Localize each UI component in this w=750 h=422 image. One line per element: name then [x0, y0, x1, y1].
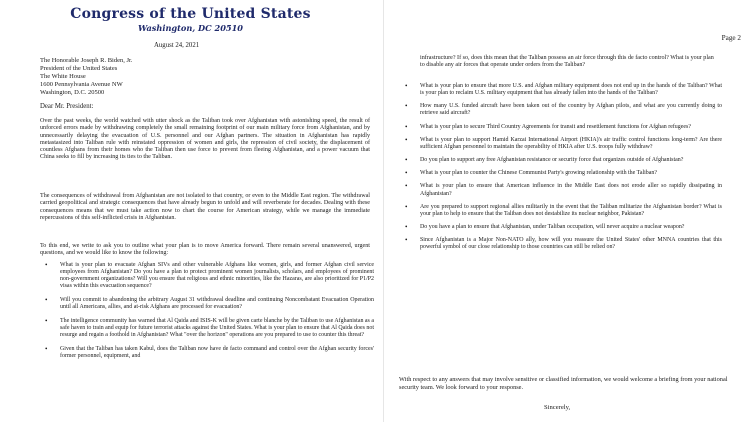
letterhead-title: Congress of the United States [70, 6, 311, 22]
list-item [400, 124, 722, 131]
question-text: What is your plan to counter the Chinese Communist Party's growing relationship with the Taliban? [420, 170, 658, 177]
question-text: What is your plan to evacuate Afghan SIVs and other vulnerable Afghans like women, girls, and former Afghan civil service employees from Afghanistan? Do you have a plan to protect prominent women journalists, scholars, and employees of prominent non-government organizations? Will you ensure that religious and ethnic minorities, like the Hazaras, are also prioritized for P1/P2 visas within this evacuation sequence? [60, 262, 374, 290]
question-text: What is your plan to ensure that more U.S. and Afghan military equipment does not end up in the hands of the Taliban? What is your plan to reclaim U.S. military equipment that has already fallen into the hands of the Taliban? [420, 83, 722, 97]
address-line: The White House [40, 72, 86, 80]
question-text: The intelligence community has warned that Al Qaida and ISIS-K will be given carte blanche by the Taliban to use Afghanistan as a safe haven to train and equip for future terrorist attacks against the United States. What is your plan to ensure that Al Qaida does not resurge and regain a foothold in Afghanistan? What "over the horizon" operations are you prepared to use to counter this threat? [60, 317, 374, 338]
bullet-icon: • [405, 236, 408, 245]
list-item [400, 170, 722, 177]
page-number: Page 2 [721, 34, 741, 42]
body-paragraph: Over the past weeks, the world watched with utter shock as the Taliban took over Afghanistan with astonishing speed, the result of unforced errors made by withdrawing completely the small remaining footprint of our main military force from Afghanistan, and by unnecessarily delaying the evacuation of U.S. personnel and our Afghan partners. The situation in Afghanistan has rapidly metastasized into Taliban rule with reinstated oppression of women and girls, the repression of civil society, the displacement of countless Afghans from their homes who the Taliban then use force to prevent from fleeing Afghanistan, and a power vacuum that China seeks to fill by increasing its ties to the Taliban. [40, 118, 370, 161]
address-line: Washington, D.C. 20500 [40, 88, 105, 96]
bullet-icon: • [45, 261, 48, 269]
question-text: Are you prepared to support regional allies militarily in the event that the Taliban militarize the Afghanistan border? What is your plan to help to ensure that the Taliban does not destabilize its nuclear neighbor, Pakistan? [420, 203, 722, 217]
question-list [400, 83, 722, 257]
letterhead-subtitle: Washington, DC 20510 [138, 23, 243, 33]
list-item [400, 137, 722, 151]
address-line: 1600 Pennsylvania Avenue NW [40, 80, 123, 88]
bullet-icon: • [45, 344, 48, 353]
question-text: Since Afghanistan is a Major Non-NATO ally, how will you reassure the United States' other MNNA countries that this powerful symbol of our close relationship to those countries can still be relied on? [420, 237, 722, 251]
question-text: Do you plan to support any free Afghanistan resistance or security force that organizes outside of Afghanistan? [420, 157, 684, 164]
address-line: President of the United States [40, 64, 118, 72]
bullet-icon: • [45, 295, 48, 304]
bullet-icon: • [405, 122, 408, 131]
list-item [400, 157, 722, 164]
list-item [40, 262, 374, 290]
question-text: Given that the Taliban has taken Kabul, does the Taliban now have de facto command and control over the Afghan security forces' former personnel, equipment, and [60, 345, 374, 359]
question-list [40, 262, 374, 366]
bullet-icon: • [405, 82, 408, 90]
salutation: Dear Mr. President: [40, 103, 94, 110]
list-item [400, 183, 722, 197]
list-item [400, 224, 722, 231]
closing-paragraph: With respect to any answers that may involve sensitive or classified information, we would welcome a briefing from your national security team. We look forward to your response. [399, 376, 728, 391]
bullet-icon: • [405, 182, 408, 191]
bullet-icon: • [405, 135, 408, 144]
question-text: What is your plan to secure Third Country Agreements for transit and resettlement functions for Afghan refugees? [420, 123, 691, 130]
bullet-icon: • [405, 169, 408, 178]
list-item [40, 346, 374, 360]
bullet-icon: • [405, 102, 408, 111]
list-item [40, 318, 374, 339]
recipient-address [40, 57, 240, 97]
list-item [40, 297, 374, 311]
letter-page-2 [383, 0, 750, 422]
question-text: Will you commit to abandoning the arbitrary August 31 withdrawal deadline and continuing Noncombatant Evacuation Operation until all Americans, allies, and at-risk Afghans are processed for evacuation? [60, 296, 374, 311]
list-item [400, 83, 722, 97]
bullet-icon: • [45, 316, 48, 325]
question-text: How many U.S. funded aircraft have been taken out of the country by Afghan pilots, and what are you currently doing to retrieve said aircraft? [420, 103, 722, 117]
bullet-icon: • [405, 202, 408, 211]
question-text: What is your plan to support Hamid Karzai International Airport (HKIA)'s air traffic control functions long-term? Are there sufficient Afghan personnel to maintain the operability of HKIA after U.S. troops fully withdraw? [420, 136, 722, 150]
continued-text: infrastructure? If so, does this mean that the Taliban possess an air force through this de facto control? What is your plan to disable any air forces that operate under orders from the Taliban? [420, 55, 714, 69]
body-paragraph: To this end, we write to ask you to outline what your plan is to move America forward. There remain several unanswered, urgent questions, and we would like to know the following: [40, 243, 370, 257]
question-text: What is your plan to ensure that American influence in the Middle East does not erode aller so rapidly dissipating in Afghanistan? [420, 183, 722, 197]
body-paragraph: The consequences of withdrawal from Afghanistan are not isolated to that country, or even to the Middle East region. The withdrawal carried geopolitical and strategic consequences that have already begun to unfold and will reverberate for decades. Dealing with these consequences means that we must take action now to chart the course for American strategy, while we manage the immediate repercussions of this self-inflicted crisis in Afghanistan. [40, 193, 370, 221]
question-text: Do you have a plan to ensure that Afghanistan, under Taliban occupation, will never acquire a nuclear weapon? [420, 223, 685, 230]
address-line: The Honorable Joseph R. Biden, Jr. [40, 57, 133, 64]
list-item [400, 204, 722, 218]
bullet-icon: • [405, 222, 408, 231]
list-item [400, 237, 722, 251]
list-item [400, 103, 722, 117]
signoff: Sincerely, [544, 404, 571, 411]
letter-date: August 24, 2021 [154, 42, 200, 49]
bullet-icon: • [405, 156, 408, 165]
